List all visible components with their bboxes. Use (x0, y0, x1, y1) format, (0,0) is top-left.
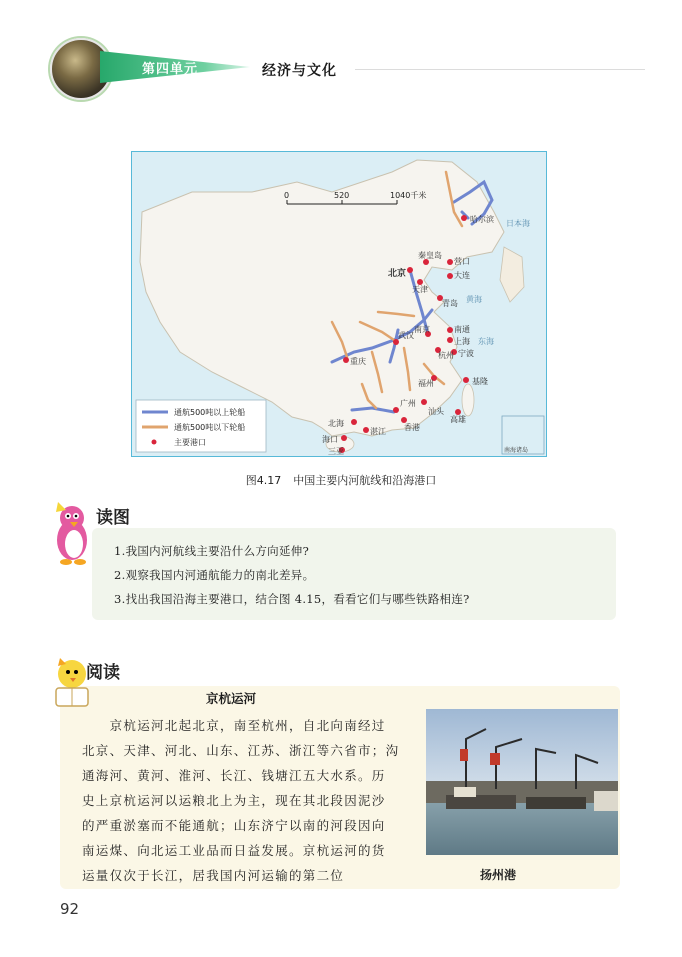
port-dot-haikou (341, 435, 347, 441)
city-label-harbin: 哈尔滨 (470, 215, 494, 224)
unit-title: 经济与文化 (262, 63, 337, 79)
sea-label-yellow: 黄海 (466, 295, 482, 304)
city-label-nantong: 南通 (454, 325, 470, 334)
port-dot-shantou (421, 399, 427, 405)
city-label-wuhan: 武汉 (398, 331, 414, 340)
city-label-tianjin: 天津 (412, 285, 428, 294)
article-line-5: 的严重淤塞而不能通航；山东济宁以南的河段因向 (82, 818, 386, 833)
taiwan-island (462, 384, 474, 416)
article-line-6: 南运煤、向北运工业品而日益发展。京杭运河的货 (82, 843, 386, 858)
header-divider (355, 69, 645, 70)
city-label-chongqing: 重庆 (350, 357, 366, 366)
question-2: 2.观察我国内河通航能力的南北差异。 (114, 568, 315, 582)
city-label-guangzhou: 广州 (400, 399, 416, 408)
city-label-qinhuangdao: 秦皇岛 (418, 251, 442, 260)
city-label-shantou: 汕头 (428, 407, 444, 416)
figure-number: 图4.17 (245, 474, 282, 487)
port-dot-jilong (463, 377, 469, 383)
page-number: 92 (60, 900, 80, 918)
legend-port-dot (152, 440, 157, 445)
reading-title: 阅读 (86, 663, 120, 683)
map-legend (136, 400, 266, 452)
scale-label-zero: 0 (284, 191, 290, 200)
city-label-jilong: 基隆 (472, 377, 488, 386)
article-line-4: 史上京杭运河以运粮北上为主，现在其北段因泥沙 (82, 793, 386, 808)
legend-label-minor: 通航500吨以下轮船 (174, 423, 246, 432)
port-dot-zhanjiang (363, 427, 369, 433)
city-label-gaoxiong: 高雄 (450, 415, 466, 424)
legend-label-major: 通航500吨以上轮船 (174, 408, 246, 417)
city-label-fuzhou: 福州 (418, 379, 434, 388)
city-label-nanjing: 南京 (414, 325, 430, 334)
question-3: 3.找出我国沿海主要港口，结合图 4.15，看看它们与哪些铁路相连? (114, 592, 470, 606)
city-label-hangzhou: 杭州 (438, 351, 454, 360)
sea-label-japan: 日本海 (506, 219, 530, 228)
city-label-ningbo: 宁波 (458, 349, 474, 358)
port-dot-beijing (407, 267, 413, 273)
port-dot-chongqing (343, 357, 349, 363)
figure-caption (0, 472, 682, 488)
article-line-2: 北京、天津、河北、山东、江苏、浙江等六省市；沟 (82, 743, 400, 758)
city-label-shanghai: 上海 (454, 337, 470, 346)
read-map-title: 读图 (96, 508, 130, 528)
city-label-sanya: 三亚 (328, 447, 344, 456)
article-title: 京杭运河 (206, 691, 257, 706)
inset-label: 南海诸岛 (504, 447, 529, 454)
port-dot-shanghai (447, 337, 453, 343)
city-label-yingkou: 营口 (454, 257, 470, 266)
city-label-beijing: 北京 (388, 269, 407, 279)
article-line-7: 运量仅次于长江，居我国内河运输的第二位 (82, 868, 345, 883)
port-dot-harbin (461, 215, 467, 221)
port-dot-yingkou (447, 259, 453, 265)
port-dot-dalian (447, 273, 453, 279)
question-1: 1.我国内河航线主要沿什么方向延伸? (114, 544, 310, 558)
article-line-1: 京杭运河北起北京，南至杭州，自北向南经过 (82, 718, 386, 733)
port-dot-nantong (447, 327, 453, 333)
legend-label-ports: 主要港口 (174, 438, 206, 447)
port-dot-guangzhou (393, 407, 399, 413)
yangzhou-port-photo (426, 709, 618, 855)
city-label-haikou: 海口 (322, 435, 338, 444)
unit-label: 第四单元 (142, 62, 199, 77)
china-waterways-map (131, 151, 547, 457)
city-label-dalian: 大连 (454, 271, 470, 280)
port-dot-beihai (351, 419, 357, 425)
scale-label-end: 1040千米 (390, 191, 427, 200)
city-label-qingdao: 青岛 (442, 299, 458, 308)
city-label-zhanjiang: 湛江 (370, 427, 386, 436)
south-sea-inset (502, 416, 544, 454)
article-line-3: 通海河、黄河、淮河、长江、钱塘江五大水系。历 (82, 768, 386, 783)
sea-label-east: 东海 (478, 337, 494, 346)
city-label-hongkong: 香港 (404, 423, 420, 432)
figure-caption-text: 中国主要内河航线和沿海港口 (293, 474, 437, 487)
penguin-mascot-icon (48, 500, 100, 566)
scale-label-mid: 520 (334, 191, 350, 200)
city-label-beihai: 北海 (328, 419, 344, 428)
photo-caption: 扬州港 (480, 868, 517, 882)
